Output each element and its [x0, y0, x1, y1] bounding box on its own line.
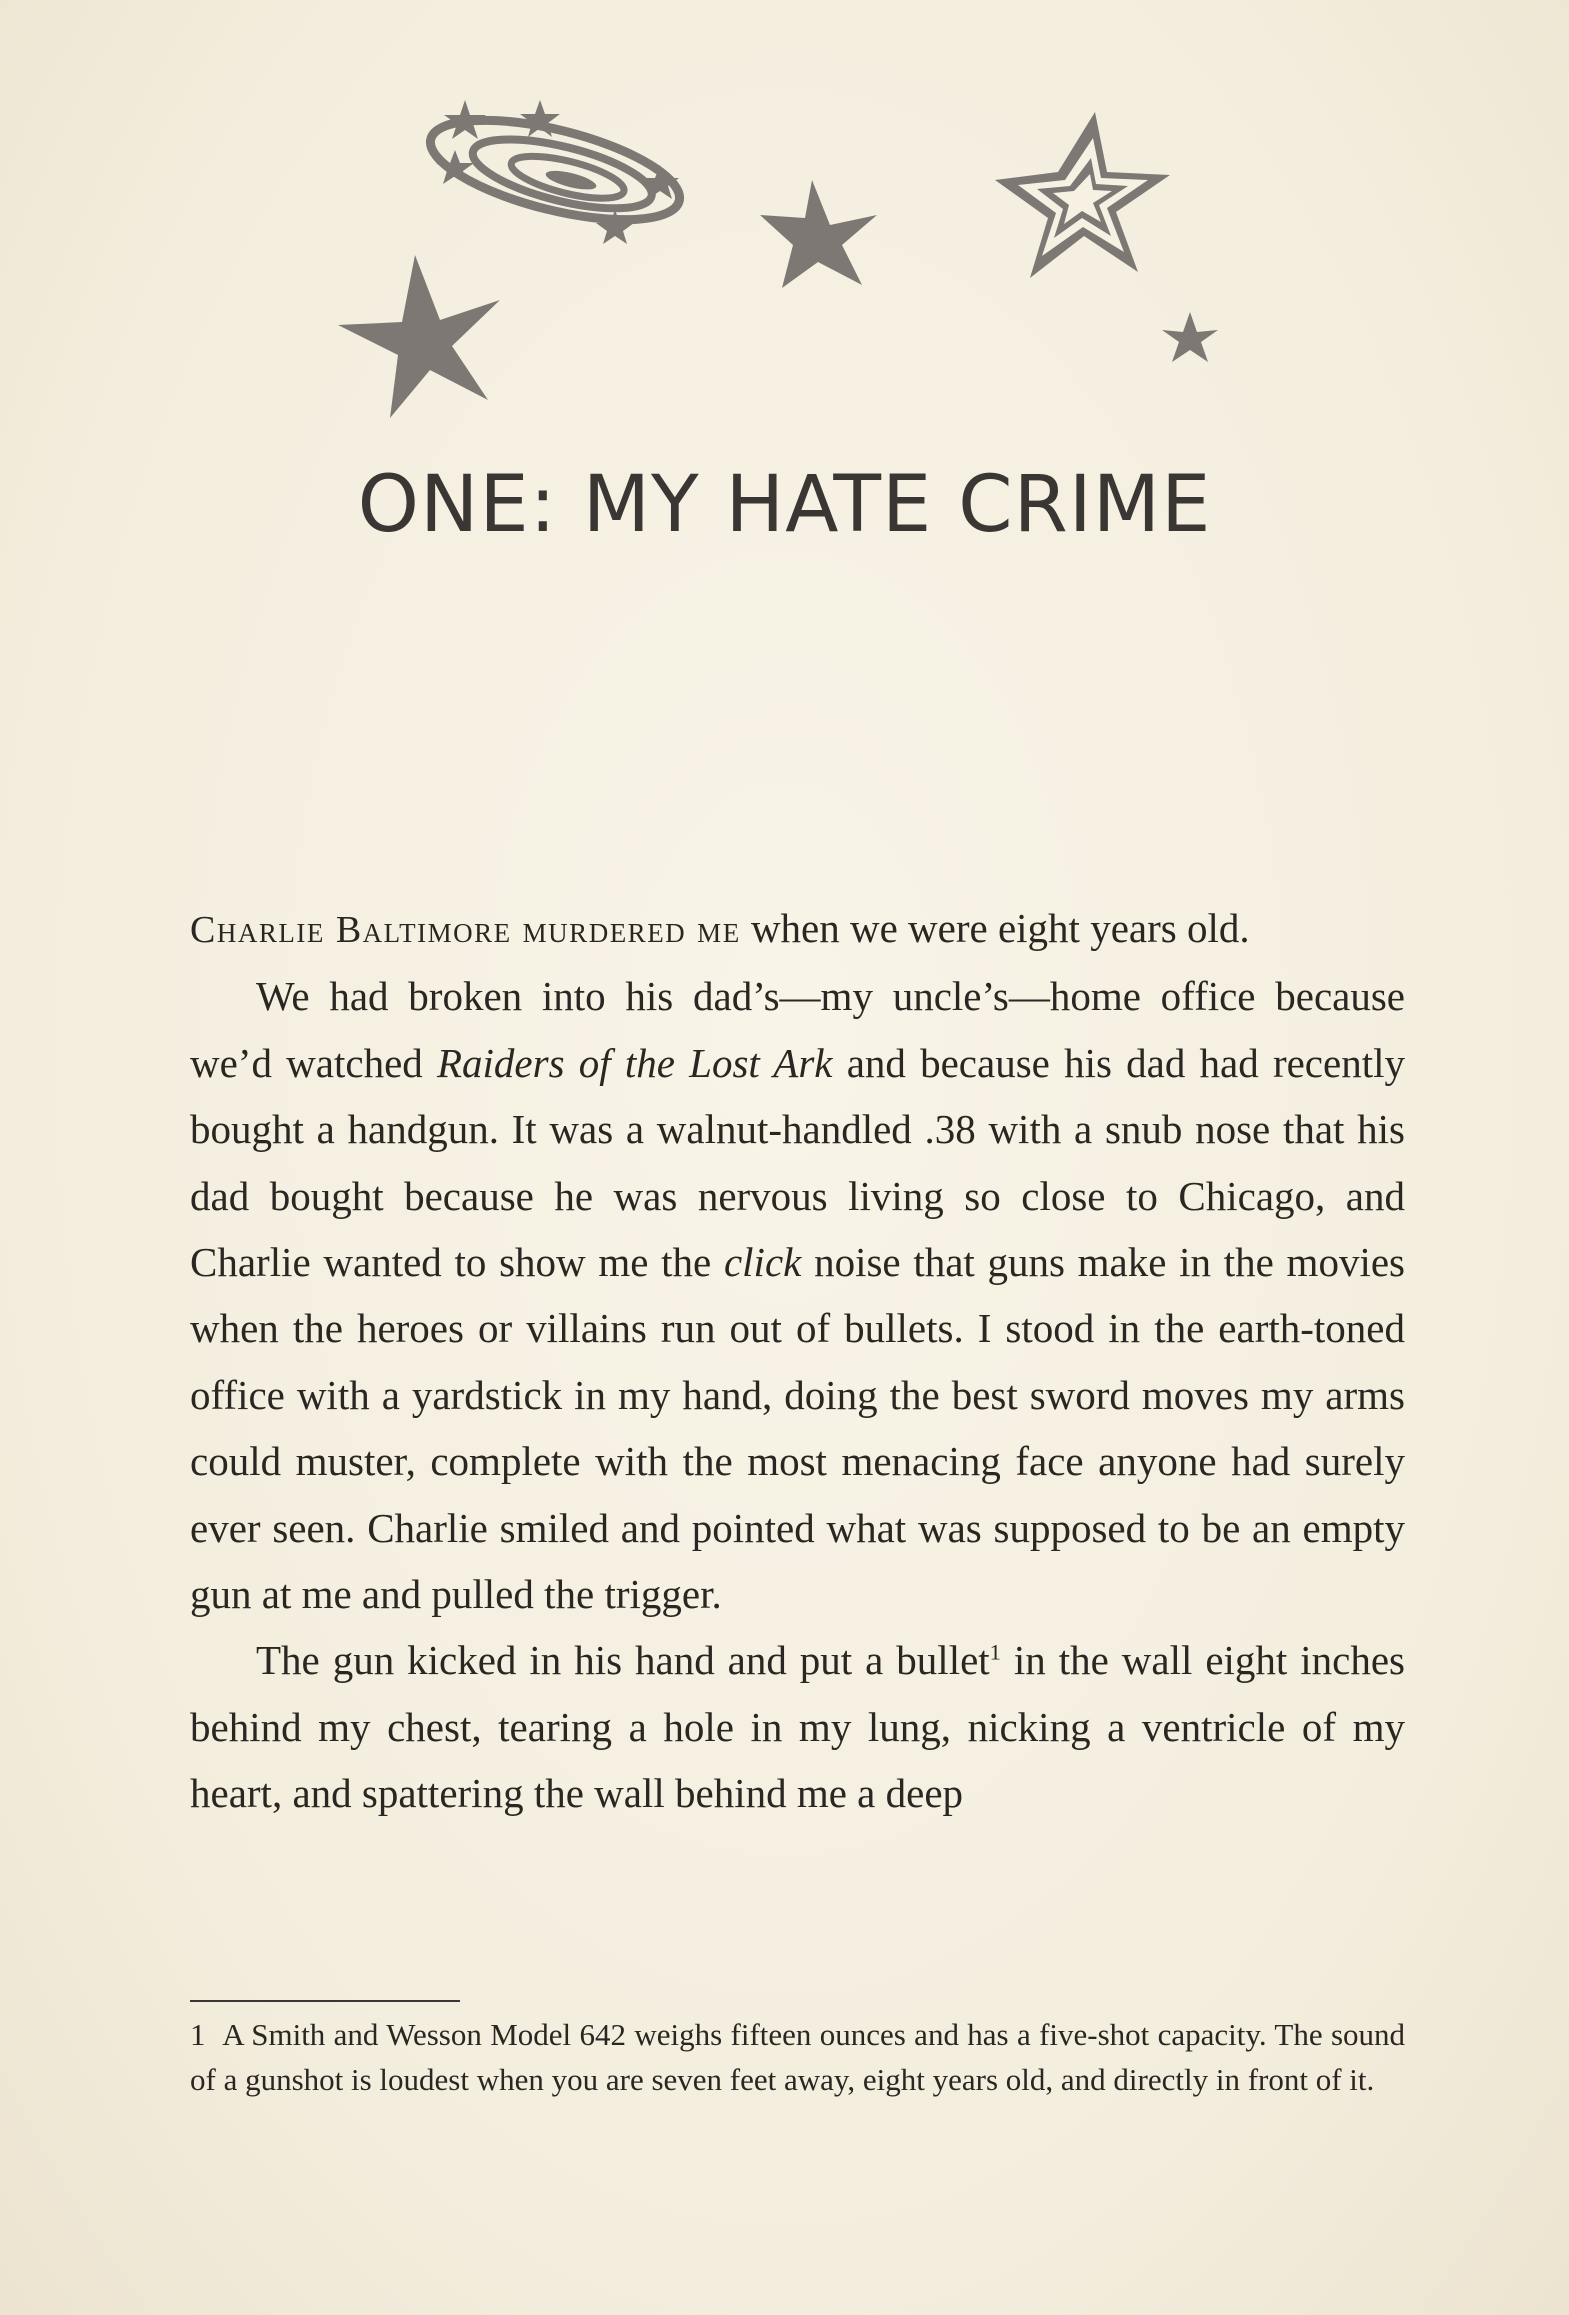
paragraph: The gun kicked in his hand and put a bullet$^1$ in the wall eight inches behind my chest, tearing a hole in my lung, nicking a ventricle of my heart, and spattering the wall behind me a deep	[190, 1637, 1405, 1817]
small-star-icon	[1162, 312, 1218, 362]
tiny-star-icon	[641, 165, 679, 199]
chapter-title: ONE: MY HATE CRIME	[357, 460, 1212, 550]
footnote-divider	[190, 2000, 460, 2002]
chapter-body	[190, 895, 1405, 1827]
star-icon	[338, 255, 500, 418]
footnote-text: A Smith and Wesson Model 642 weighs fifteen ounces and has a five-shot capacity. The sound of a gunshot is loudest when you are seven feet away, eight years old, and directly in front of it.	[190, 2017, 1406, 2097]
lead-in-smallcaps: Charlie Baltimore murdered me	[190, 909, 741, 951]
footnote-ref[interactable]: 1	[989, 1639, 1001, 1665]
footnote-number: 1	[190, 2017, 206, 2052]
emphasis: click	[723, 1239, 802, 1286]
outlined-star-icon	[995, 112, 1170, 278]
paragraph: Charlie Baltimore murdered me when we were eight years old.	[190, 905, 1250, 951]
film-title: Raiders of the Lost Ark	[436, 1039, 833, 1086]
footnote	[190, 2013, 1405, 2102]
chapter-ornament	[0, 0, 1569, 450]
star-icon	[760, 180, 877, 288]
paragraph: We had broken into his dad’s—my uncle’s—home office because we’d watched Raiders of the Lost Ark and because his dad had recently bought a handgun. It was a walnut-handled .38 with a snub nose that his dad bought because he was nervous living so close to Chicago, and Charlie wanted to show me the click noise that guns make in the movies when the heroes or villains run out of bullets. I stood in the earth-toned office with a yardstick in my hand, doing the best sword moves my arms could muster, complete with the most menacing face anyone had surely ever seen. Charlie smiled and pointed what was supposed to be an empty gun at me and pulled the trigger.	[190, 973, 1405, 1618]
